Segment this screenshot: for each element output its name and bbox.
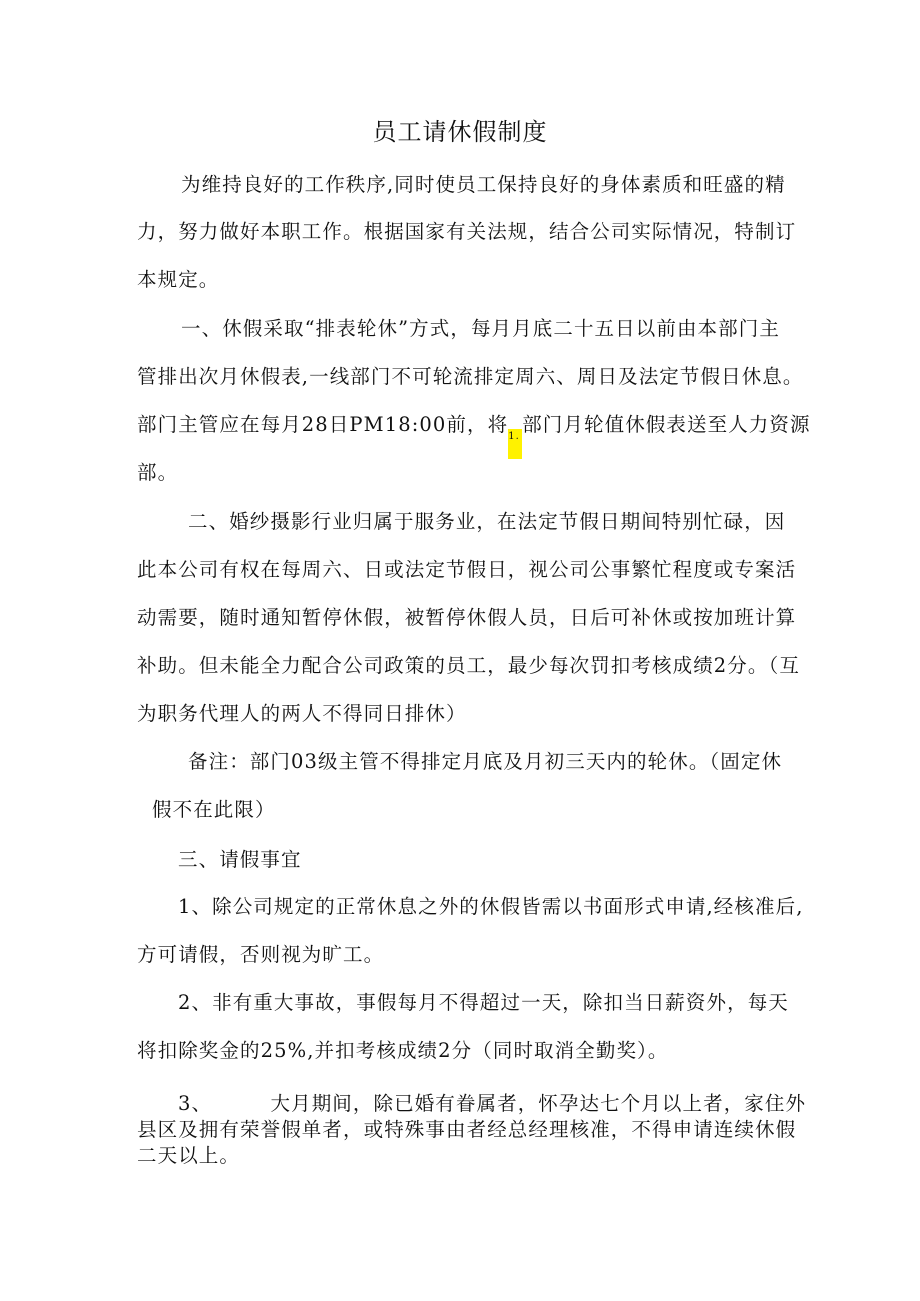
section2-line-3: 动需要，随时通知暂停休假，被暂停休假人员，日后可补休或按加班计算	[137, 606, 797, 629]
intro-line-1: 为维持良好的工作秩序,同时使员工保持良好的身体素质和旺盛的精	[181, 173, 786, 196]
section3-item1-line-1: 1、除公司规定的正常休息之外的休假皆需以书面形式申请,经核准后,	[178, 895, 804, 918]
section3-item3-line-2: 县区及拥有荣誉假单者，或特殊事由者经总经理核准，不得申请连续休假	[137, 1118, 797, 1141]
section1-line-1: 一、休假采取“排表轮休”方式，每月月底二十五日以前由本部门主	[181, 317, 780, 340]
section3-heading: 三、请假事宜	[178, 848, 302, 871]
note-line-1: 备注：部门03级主管不得排定月底及月初三天内的轮休。（固定休	[188, 750, 783, 773]
section2-line-5: 为职务代理人的两人不得同日排休）	[137, 702, 467, 725]
section1-line-3b: 部门月轮值休假表送至人力资源	[522, 413, 811, 436]
section3-item3-line-1: 3、 大月期间，除已婚有眷属者，怀孕达七个月以上者，家住外	[178, 1092, 807, 1115]
section2-line-1: 二、婚纱摄影行业归属于服务业，在法定节假日期间特别忙碌，因	[188, 510, 786, 533]
section2-line-2: 此本公司有权在每周六、日或法定节假日，视公司公事繁忙程度或专案活	[137, 558, 797, 581]
document-title: 员工请休假制度	[372, 118, 548, 146]
intro-line-2: 力，努力做好本职工作。根据国家有关法规，结合公司实际情况，特制订	[137, 220, 797, 243]
section3-item1-line-2: 方可请假，否则视为旷工。	[137, 943, 385, 966]
highlight-mark: 1.	[508, 429, 522, 459]
section2-line-4: 补助。但未能全力配合公司政策的员工，最少每次罚扣考核成绩2分。（互	[137, 654, 800, 677]
section1-line-3	[137, 409, 811, 459]
section3-item2-line-1: 2、非有重大事故，事假每月不得超过一天，除扣当日薪资外，每天	[178, 991, 789, 1014]
section1-line-2: 管排出次月休假表,一线部门不可轮流排定周六、周日及法定节假日休息。	[137, 365, 804, 388]
section1-line-3a: 部门主管应在每月28日PM18:00前，将	[137, 413, 509, 436]
section3-item3-line-3: 二天以上。	[137, 1144, 241, 1167]
note-line-2: 假不在此限）	[152, 798, 276, 821]
intro-line-3: 本规定。	[137, 268, 220, 291]
section1-line-4: 部。	[137, 461, 179, 484]
section3-item2-line-2: 将扣除奖金的25%,并扣考核成绩2分（同时取消全勤奖）。	[137, 1039, 669, 1062]
